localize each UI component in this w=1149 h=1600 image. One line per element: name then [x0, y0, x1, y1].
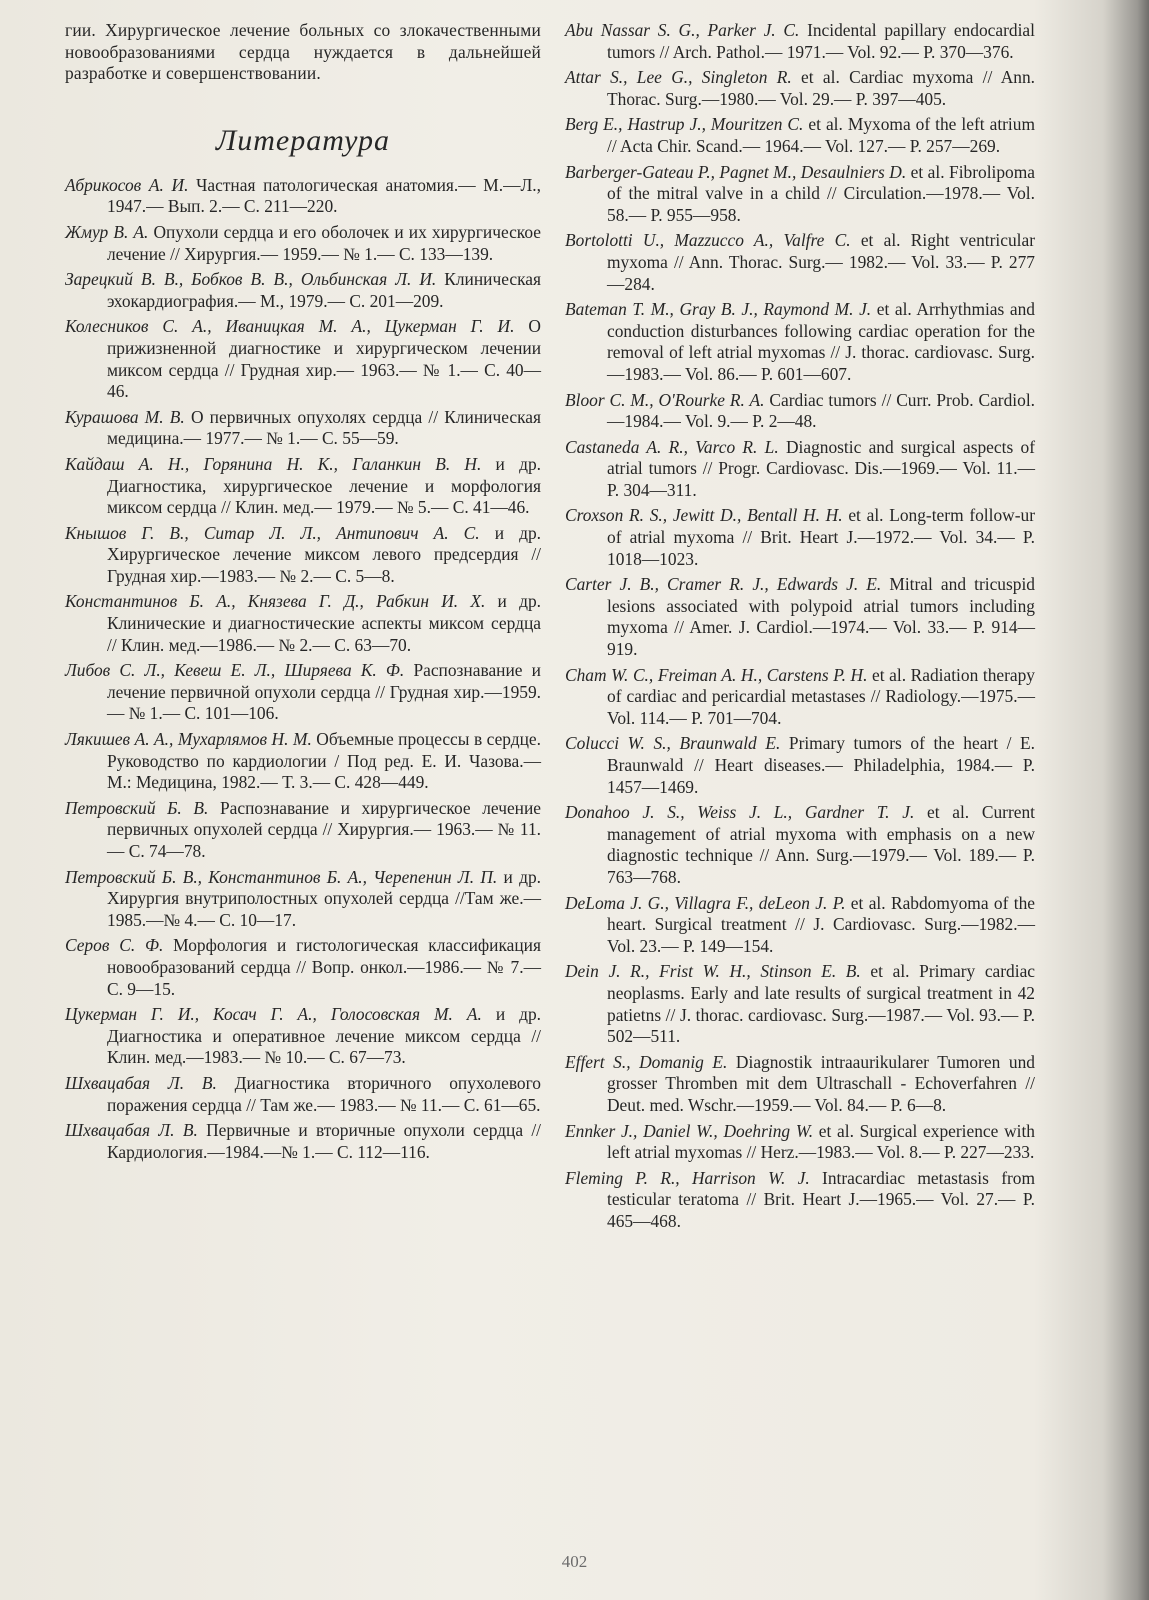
intro-paragraph: гии. Хирургическое лечение больных со злокачественными новообразованиями сердца нуждается в дальнейшей разработке и совершенствовании.	[65, 20, 541, 84]
reference-text: и др. Диагностика и оперативное лечение миксом сердца // Клин. мед.—1983.— № 10.— С. 67—73.	[107, 1004, 541, 1068]
reference-authors: Abu Nassar S. G., Parker J. C.	[565, 20, 800, 40]
reference-authors: Курашова М. В.	[65, 406, 185, 427]
reference-text: et al. Arrhythmias and conduction disturbances following cardiac operation for the removal of left atrial myxomas // J. thorac. cardiovasc. Surg.—1983.— Vol. 86.— P. 601—607.	[607, 299, 1035, 384]
reference-authors: Шхвацабая Л. В.	[65, 1120, 198, 1141]
reference-entry	[565, 505, 1035, 570]
reference-entry	[65, 798, 541, 863]
reference-authors: Bortolotti U., Mazzucco A., Valfre C.	[565, 230, 851, 251]
reference-entry	[565, 437, 1035, 502]
reference-authors: Barberger-Gateau P., Pagnet M., Desaulniers D.	[565, 161, 907, 182]
reference-entry	[65, 935, 541, 1000]
reference-authors: Лякишев А. А., Мухарлямов Н. М.	[65, 729, 312, 750]
reference-entry	[65, 591, 541, 656]
reference-authors: Attar S., Lee G., Singleton R.	[565, 67, 792, 88]
reference-authors: Berg E., Hastrup J., Mouritzen C.	[565, 114, 804, 135]
reference-entry	[565, 230, 1035, 295]
reference-text: Распознавание и лечение первичной опухоли сердца // Грудная хир.—1959.— № 1.— С. 101—106.	[107, 660, 541, 724]
reference-text: et al. Primary cardiac neoplasms. Early and late results of surgical treatment in 42 patietns // J. thorac. cardiovasc. Surg.—1987.— Vol. 93.— P. 502—511.	[607, 961, 1036, 1047]
reference-entry	[65, 454, 541, 519]
reference-authors: Bateman T. M., Gray B. J., Raymond M. J.	[565, 299, 872, 320]
reference-authors: Жмур В. А.	[65, 221, 149, 242]
reference-authors: Шхвацабая Л. В.	[65, 1072, 217, 1093]
reference-authors: Dein J. R., Frist W. H., Stinson E. B.	[565, 961, 861, 982]
reference-authors: Effert S., Domanig E.	[565, 1051, 728, 1072]
reference-text: Частная патологическая анатомия.— М.—Л., 1947.— Вып. 2.— С. 211—220.	[107, 174, 541, 217]
reference-text: Морфология и гистологическая классификация новообразований сердца // Вопр. онкол.—1986.— № 7.— С. 9—15.	[107, 935, 541, 999]
reference-authors: Fleming P. R., Harrison W. J.	[565, 1167, 810, 1188]
reference-text: Диагностика вторичного опухолевого поражения сердца // Там же.— 1983.— № 11.— С. 61—65.	[107, 1072, 541, 1115]
reference-authors: Константинов Б. А., Князева Г. Д., Рабкин И. Х.	[65, 591, 486, 612]
reference-text: Intracardiac metastasis from testicular teratoma // Brit. Heart J.—1965.— Vol. 27.— P. 465—468.	[607, 1167, 1035, 1231]
reference-entry	[565, 114, 1035, 157]
reference-text: Первичные и вторичные опухоли сердца // Кардиология.—1984.—№ 1.— С. 112—116.	[107, 1120, 541, 1162]
reference-authors: Cham W. C., Freiman A. H., Carstens P. H.	[565, 664, 868, 685]
reference-authors: Либов С. Л., Кевеш Е. Л., Ширяева К. Ф.	[65, 660, 405, 681]
reference-entry	[565, 961, 1035, 1047]
reference-entry	[65, 729, 541, 794]
reference-entry	[565, 893, 1035, 958]
right-reference-list	[565, 20, 1035, 1232]
reference-entry	[565, 574, 1035, 660]
reference-authors: Абрикосов А. И.	[65, 174, 189, 195]
reference-text: и др. Клинические и диагностические аспекты миксом сердца // Клин. мед.—1986.— № 2.— С. 63—70.	[107, 591, 541, 655]
reference-entry	[565, 67, 1035, 110]
reference-text: Diagnostik intraaurikularer Tumoren und grosser Thromben mit dem Ultraschall - Echoverfahren // Deut. med. Wschr.—1959.— Vol. 84.— P. 6—8.	[607, 1051, 1035, 1115]
reference-entry	[65, 660, 541, 725]
reference-text: О прижизненной диагностике и хирургическом лечении миксом сердца // Грудная хир.— 1963.— № 1.— С. 40—46.	[107, 316, 541, 402]
reference-text: и др. Хирургия внутриполостных опухолей сердца //Там же.—1985.—№ 4.— С. 10—17.	[107, 866, 541, 930]
reference-authors: Donahoo J. S., Weiss J. L., Gardner T. J.	[565, 802, 915, 823]
reference-text: Diagnostic and surgical aspects of atrial tumors // Progr. Cardiovasc. Dis.—1969.— Vol. 11.— P. 304—311.	[607, 436, 1035, 500]
reference-text: et al. Fibrolipoma of the mitral valve in a child // Circulation.—1978.— Vol. 58.— P. 955—958.	[607, 161, 1036, 225]
reference-text: et al. Surgical experience with left atrial myxomas // Herz.—1983.— Vol. 8.— P. 227—233.	[607, 1120, 1035, 1163]
reference-authors: Петровский Б. В.	[65, 797, 209, 818]
reference-text: et al. Radiation therapy of cardiac and pericardial metastases // Radiology.—1975.— Vol. 114.— P. 701—704.	[607, 664, 1036, 728]
reference-entry	[65, 269, 541, 312]
reference-authors: Colucci W. S., Braunwald E.	[565, 733, 781, 754]
reference-authors: Петровский Б. В., Константинов Б. А., Черепенин Л. П.	[65, 866, 498, 887]
reference-authors: Кайдаш А. Н., Горянина Н. К., Галанкин В. Н.	[65, 453, 482, 474]
reference-text: Опухоли сердца и его оболочек и их хирургическое лечение // Хирургия.— 1959.— № 1.— С. 133—139.	[107, 221, 542, 264]
reference-authors: Carter J. B., Cramer R. J., Edwards J. E.	[565, 574, 882, 595]
reference-text: и др. Хирургическое лечение миксом левого предсердия // Грудная хир.—1983.— № 2.— С. 5—8.	[107, 522, 541, 586]
reference-entry	[65, 407, 541, 450]
reference-entry	[565, 299, 1035, 385]
reference-entry	[65, 1073, 541, 1116]
reference-entry	[565, 665, 1035, 730]
reference-entry	[65, 316, 541, 402]
reference-text: Cardiac tumors // Curr. Prob. Cardiol.—1984.— Vol. 9.— P. 2—48.	[607, 389, 1036, 432]
reference-authors: Castaneda A. R., Varco R. L.	[565, 436, 779, 457]
reference-entry	[565, 733, 1035, 798]
reference-authors: Bloor C. M., O'Rourke R. A.	[565, 389, 765, 410]
reference-authors: Колесников С. А., Иваницкая М. А., Цукерман Г. И.	[65, 316, 515, 337]
reference-text: Объемные процессы в сердце. Руководство по кардиологии / Под ред. Е. И. Чазова.— М.: Медицина, 1982.— Т. 3.— С. 428—449.	[107, 729, 541, 793]
reference-text: О первичных опухолях сердца // Клиническая медицина.— 1977.— № 1.— С. 55—59.	[107, 406, 541, 449]
reference-text: et al. Long-term follow-ur of atrial myxoma // Brit. Heart J.—1972.— Vol. 34.— P. 1018—1023.	[607, 505, 1036, 569]
reference-text: et al. Cardiac myxoma // Ann. Thorac. Surg.—1980.— Vol. 29.— P. 397—405.	[607, 67, 1035, 109]
reference-authors: Цукерман Г. И., Косач Г. А., Голосовская М. А.	[65, 1004, 482, 1025]
references-title: Литература	[215, 123, 391, 157]
reference-entry	[565, 390, 1035, 433]
reference-entry	[65, 222, 541, 265]
reference-text: et al. Right ventricular myxoma // Ann. Thorac. Surg.— 1982.— Vol. 33.— P. 277—284.	[607, 230, 1035, 294]
reference-entry	[65, 1004, 541, 1069]
reference-authors: Croxson R. S., Jewitt D., Bentall H. H.	[565, 505, 843, 526]
reference-text: и др. Диагностика, хирургическое лечение и морфология миксом сердца // Клин. мед.— 1979.— № 5.— С. 41—46.	[107, 453, 541, 518]
reference-text: Incidental papillary endocardial tumors // Arch. Pathol.— 1971.— Vol. 92.— P. 370—376.	[607, 20, 1035, 62]
reference-authors: DeLoma J. G., Villagra F., deLeon J. P.	[565, 892, 846, 913]
reference-text: Клиническая эхокардиография.— М., 1979.— С. 201—209.	[107, 269, 541, 311]
reference-entry	[565, 1168, 1035, 1233]
reference-authors: Серов С. Ф.	[65, 935, 164, 956]
reference-text: Распознавание и хирургическое лечение первичных опухолей сердца // Хирургия.— 1963.— № 11.— С. 74—78.	[107, 797, 541, 861]
reference-text: Primary tumors of the heart / E. Braunwald // Heart diseases.— Philadelphia, 1984.— P. 1457—1469.	[607, 733, 1035, 797]
page-number: 402	[561, 1552, 588, 1571]
reference-authors: Кнышов Г. В., Ситар Л. Л., Антипович А. С.	[65, 522, 480, 543]
reference-text: Mitral and tricuspid lesions associated with polypoid atrial tumors including myxoma // Amer. J. Cardiol.—1974.— Vol. 33.— P. 914—919.	[607, 574, 1035, 660]
right-column	[565, 20, 1035, 1236]
reference-entry	[565, 802, 1035, 888]
reference-entry	[565, 1052, 1035, 1117]
reference-authors: Зарецкий В. В., Бобков В. В., Ольбинская Л. И.	[65, 269, 437, 290]
reference-text: et al. Current management of atrial myxoma with emphasis on a new diagnostic technique // Ann. Surg.—1979.— Vol. 189.— P. 763—768.	[607, 802, 1035, 887]
reference-entry	[565, 20, 1035, 63]
left-reference-list	[65, 175, 541, 1164]
reference-entry	[65, 1120, 541, 1163]
reference-entry	[65, 523, 541, 588]
left-column	[65, 20, 541, 1167]
reference-entry	[565, 1121, 1035, 1164]
reference-authors: Ennker J., Daniel W., Doehring W.	[565, 1120, 814, 1141]
reference-entry	[65, 867, 541, 932]
reference-entry	[565, 162, 1035, 227]
reference-text: et al. Rabdomyoma of the heart. Surgical treatment // J. Cardiovasc. Surg.—1982.— Vol. 23.— P. 149—154.	[607, 892, 1035, 956]
reference-entry	[65, 175, 541, 218]
reference-text: et al. Myxoma of the left atrium // Acta Chir. Scand.— 1964.— Vol. 127.— P. 257—269.	[607, 114, 1035, 156]
